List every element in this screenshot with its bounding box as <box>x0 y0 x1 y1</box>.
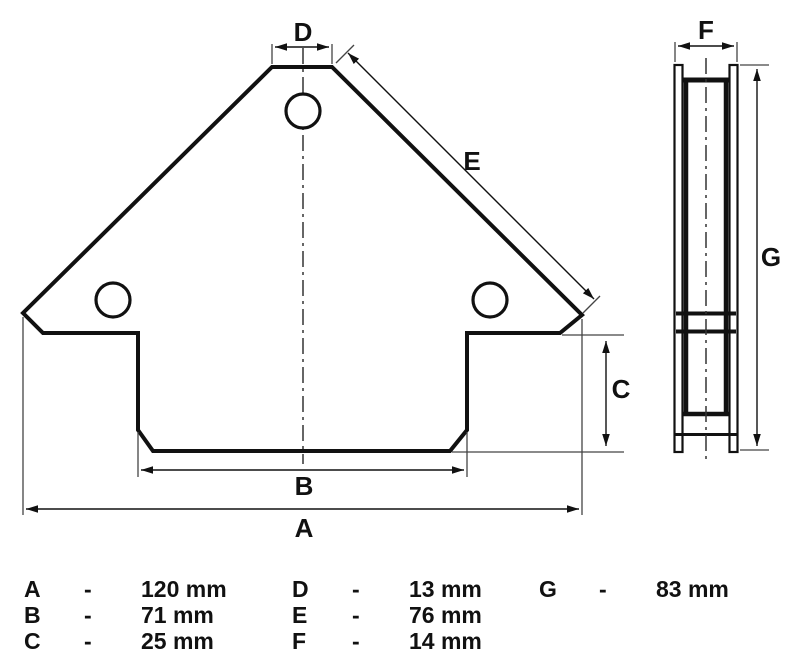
table-row-c <box>24 629 214 653</box>
dim-separator: - <box>599 576 607 602</box>
dim-value: 14 mm <box>409 628 482 654</box>
dim-key: D <box>292 576 309 602</box>
dim-label-g: G <box>760 242 782 272</box>
dim-separator: - <box>84 576 92 602</box>
dim-value: 76 mm <box>409 602 482 628</box>
dim-key: E <box>292 602 308 628</box>
dim-label-c: C <box>611 374 631 404</box>
dim-label-b: B <box>294 471 314 501</box>
dim-key: F <box>292 628 307 654</box>
dim-value: 13 mm <box>409 576 482 602</box>
dim-separator: - <box>84 628 92 654</box>
dim-value: 25 mm <box>141 628 214 654</box>
dim-label-f: F <box>698 15 714 45</box>
dim-value: 83 mm <box>656 576 729 602</box>
dim-value: 120 mm <box>141 576 227 602</box>
dim-key: A <box>24 576 41 602</box>
dim-separator: - <box>352 576 360 602</box>
table-row-f <box>292 629 482 653</box>
table-row-d <box>292 577 482 601</box>
dim-separator: - <box>84 602 92 628</box>
dim-separator: - <box>352 602 360 628</box>
dim-separator: - <box>352 628 360 654</box>
table-row-b <box>24 603 214 627</box>
dim-key: B <box>24 602 41 628</box>
table-row-e <box>292 603 482 627</box>
dim-label-e: E <box>463 146 481 176</box>
dim-key: C <box>24 628 41 654</box>
dim-label-d: D <box>293 17 313 47</box>
table-row-g <box>539 577 729 601</box>
table-row-a <box>24 577 227 601</box>
dim-key: G <box>539 576 557 602</box>
dim-label-a: A <box>294 513 314 543</box>
dim-value: 71 mm <box>141 602 214 628</box>
